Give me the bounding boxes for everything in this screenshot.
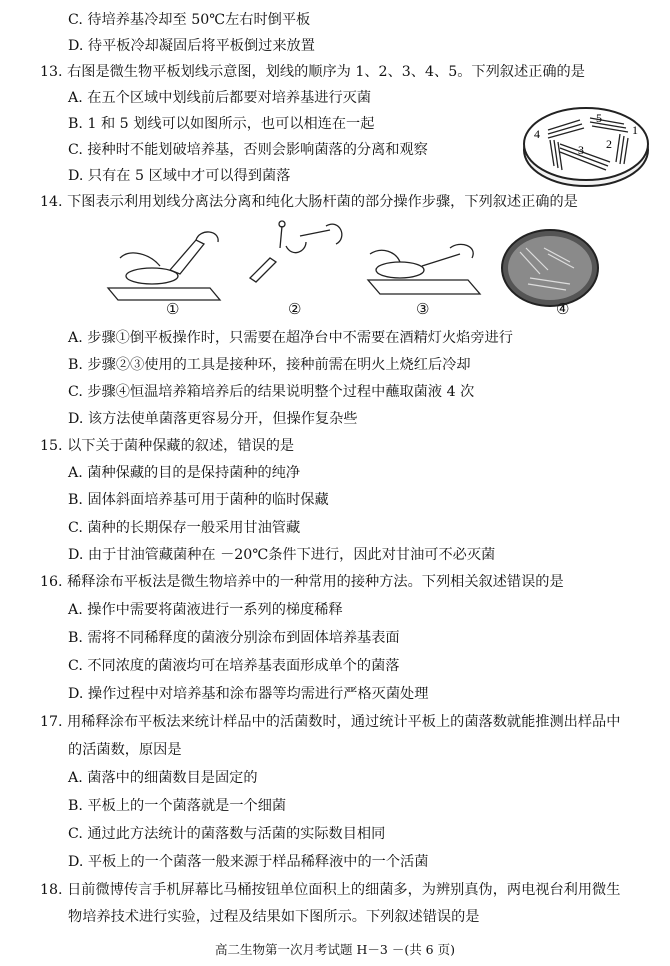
figure-label-1: 1 — [632, 123, 638, 137]
q17-stem-line1: 17. 用稀释涂布平板法来统计样品中的活菌数时，通过统计平板上的菌落数就能推测出样品中 — [40, 714, 621, 730]
q16-option-c: C. 不同浓度的菌液均可在培养基表面形成单个的菌落 — [68, 658, 400, 674]
figure-label-2: 2 — [606, 137, 612, 151]
figure-label-4: 4 — [534, 127, 540, 141]
q14-stem: 14. 下图表示利用划线分离法分离和纯化大肠杆菌的部分操作步骤，下列叙述正确的是 — [40, 194, 578, 210]
figure-label-5: 5 — [596, 111, 602, 125]
q13-option-d: D. 只有在 5 区域中才可以得到菌落 — [68, 168, 291, 184]
q14-option-d: D. 该方法使单菌落更容易分开，但操作复杂些 — [68, 411, 358, 427]
step3-drawing — [368, 244, 480, 294]
q17-option-b: B. 平板上的一个菌落就是一个细菌 — [68, 798, 287, 814]
q15-option-a: A. 菌种保藏的目的是保持菌种的纯净 — [68, 465, 301, 481]
q18-stem-line1: 18. 日前微博传言手机屏幕比马桶按钮单位面积上的细菌多，为辨别真伪，两电视台利用微生 — [40, 882, 621, 898]
q15-option-c: C. 菌种的长期保存一般采用甘油管藏 — [68, 520, 301, 536]
streak-plate-figure — [520, 100, 652, 190]
q17-option-d: D. 平板上的一个菌落一般来源于样品稀释液中的一个活菌 — [68, 854, 429, 870]
step-label-2: ② — [288, 300, 302, 318]
q12-option-c: C. 待培养基冷却至 50℃左右时倒平板 — [68, 12, 311, 28]
step4-drawing — [502, 230, 598, 306]
q16-option-a: A. 操作中需要将菌液进行一系列的梯度稀释 — [68, 602, 343, 618]
q16-option-d: D. 操作过程中对培养基和涂布器等均需进行严格灭菌处理 — [68, 686, 429, 702]
q13-stem: 13. 右图是微生物平板划线示意图，划线的顺序为 1、2、3、4、5。下列叙述正确的是 — [40, 64, 585, 80]
q13-option-c: C. 接种时不能划破培养基，否则会影响菌落的分离和观察 — [68, 142, 428, 158]
q17-option-c: C. 通过此方法统计的菌落数与活菌的实际数目相同 — [68, 826, 386, 842]
q17-option-a: A. 菌落中的细菌数目是固定的 — [68, 770, 258, 786]
q12-option-d: D. 待平板冷却凝固后将平板倒过来放置 — [68, 38, 315, 54]
q14-option-b: B. 步骤②③使用的工具是接种环，接种前需在明火上烧红后冷却 — [68, 357, 471, 373]
q15-option-b: B. 固体斜面培养基可用于菌种的临时保藏 — [68, 492, 329, 508]
q14-option-c: C. 步骤④恒温培养箱培养后的结果说明整个过程中蘸取菌液 4 次 — [68, 384, 475, 400]
step-label-3: ③ — [416, 300, 430, 318]
step1-drawing — [108, 232, 220, 300]
q13-option-b: B. 1 和 5 划线可以如图所示，也可以相连在一起 — [68, 116, 375, 132]
q16-option-b: B. 需将不同稀释度的菌液分别涂布到固体培养基表面 — [68, 630, 400, 646]
q13-option-a: A. 在五个区域中划线前后都要对培养基进行灭菌 — [68, 90, 372, 106]
q14-option-a: A. 步骤①倒平板操作时，只需要在超净台中不需要在酒精灯火焰旁进行 — [68, 330, 513, 346]
step2-drawing — [250, 221, 342, 282]
q15-option-d: D. 由于甘油管藏菌种在 －20℃条件下进行，因此对甘油可不必灭菌 — [68, 547, 496, 563]
q18-stem-line2: 物培养技术进行实验，过程及结果如下图所示。下列叙述错误的是 — [68, 909, 480, 925]
page-footer: 高二生物第一次月考试题 H－3 －(共 6 页) — [215, 942, 455, 957]
q15-stem: 15. 以下关于菌种保藏的叙述，错误的是 — [40, 438, 295, 454]
q17-stem-line2: 的活菌数，原因是 — [68, 742, 182, 758]
q16-stem: 16. 稀释涂布平板法是微生物培养中的一种常用的接种方法。下列相关叙述错误的是 — [40, 574, 564, 590]
step-label-4: ④ — [556, 300, 570, 318]
step-label-1: ① — [166, 300, 180, 318]
figure-label-3: 3 — [578, 143, 584, 157]
